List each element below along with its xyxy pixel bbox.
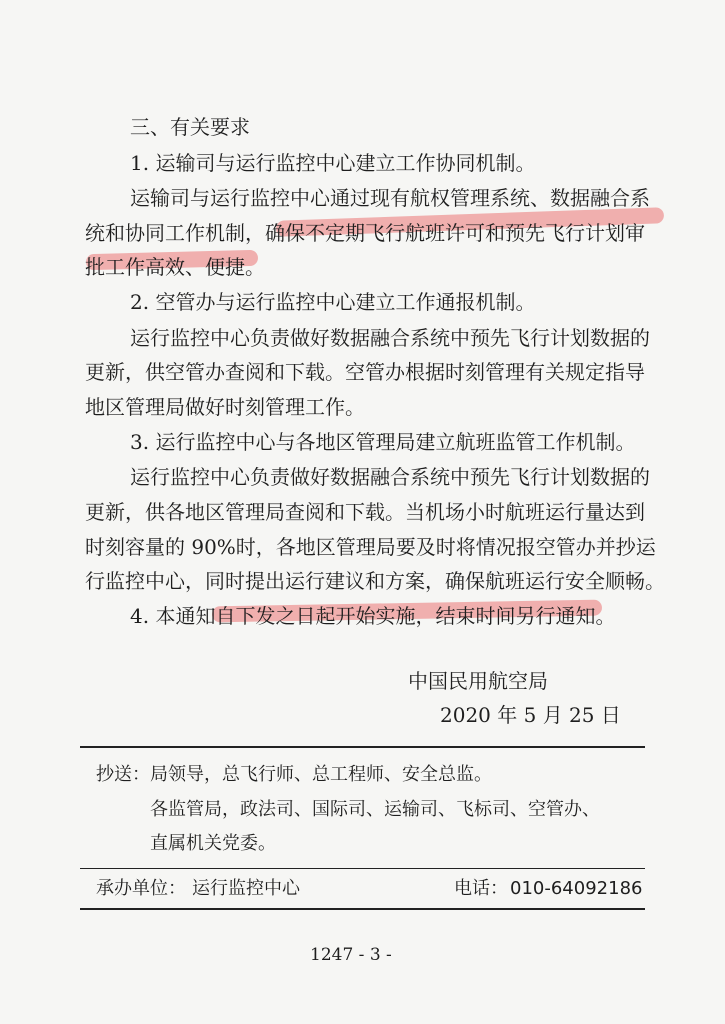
paragraph-line: 更新，供空管办查阅和下载。空管办根据时刻管理有关规定指导 <box>85 360 645 384</box>
paragraph-line: 地区管理局做好时刻管理工作。 <box>85 395 365 419</box>
bottom-rule <box>80 908 645 910</box>
paragraph-line: 运输司与运行监控中心通过现有航权管理系统、数据融合系 <box>130 186 650 210</box>
paragraph-line: 时刻容量的 90%时，各地区管理局要及时将情况报空管办并抄运 <box>85 535 656 559</box>
middle-rule <box>80 868 645 869</box>
phone-number: 010-64092186 <box>510 878 643 899</box>
top-rule <box>80 746 645 748</box>
distribution-line: 各监管局，政法司、国际司、运输司、飞标司、空管办、 <box>150 799 600 820</box>
page-number: 1247 - 3 - <box>310 945 392 965</box>
paragraph-line: 统和协同工作机制，确保不定期飞行航班许可和预先飞行计划审 <box>85 221 645 245</box>
distribution-label: 抄送： <box>96 764 150 785</box>
issue-date: 2020 年 5 月 25 日 <box>440 703 621 727</box>
paragraph-line: 运行监控中心负责做好数据融合系统中预先飞行计划数据的 <box>130 465 650 489</box>
paragraph-line: 2. 空管办与运行监控中心建立工作通报机制。 <box>130 290 536 314</box>
distribution-line: 局领导，总飞行师、总工程师、安全总监。 <box>150 764 492 785</box>
paragraph-line: 1. 运输司与运行监控中心建立工作协同机制。 <box>130 151 536 175</box>
handling-unit: 运行监控中心 <box>192 878 300 899</box>
paragraph-line: 3. 运行监控中心与各地区管理局建立航班监管工作机制。 <box>130 430 636 454</box>
paragraph-line: 4. 本通知自下发之日起开始实施，结束时间另行通知。 <box>130 604 616 628</box>
paragraph-line: 行监控中心，同时提出运行建议和方案，确保航班运行安全顺畅。 <box>85 569 665 593</box>
paragraph-line: 运行监控中心负责做好数据融合系统中预先飞行计划数据的 <box>130 326 650 350</box>
paragraph-line: 更新，供各地区管理局查阅和下载。当机场小时航班运行量达到 <box>85 500 645 524</box>
distribution-line: 直属机关党委。 <box>150 833 276 854</box>
paragraph-line: 批工作高效、便捷。 <box>85 255 265 279</box>
issuer: 中国民用航空局 <box>408 669 548 693</box>
phone-label: 电话： <box>454 878 508 899</box>
handling-unit-label: 承办单位： <box>96 878 186 899</box>
section-heading: 三、有关要求 <box>130 115 250 139</box>
